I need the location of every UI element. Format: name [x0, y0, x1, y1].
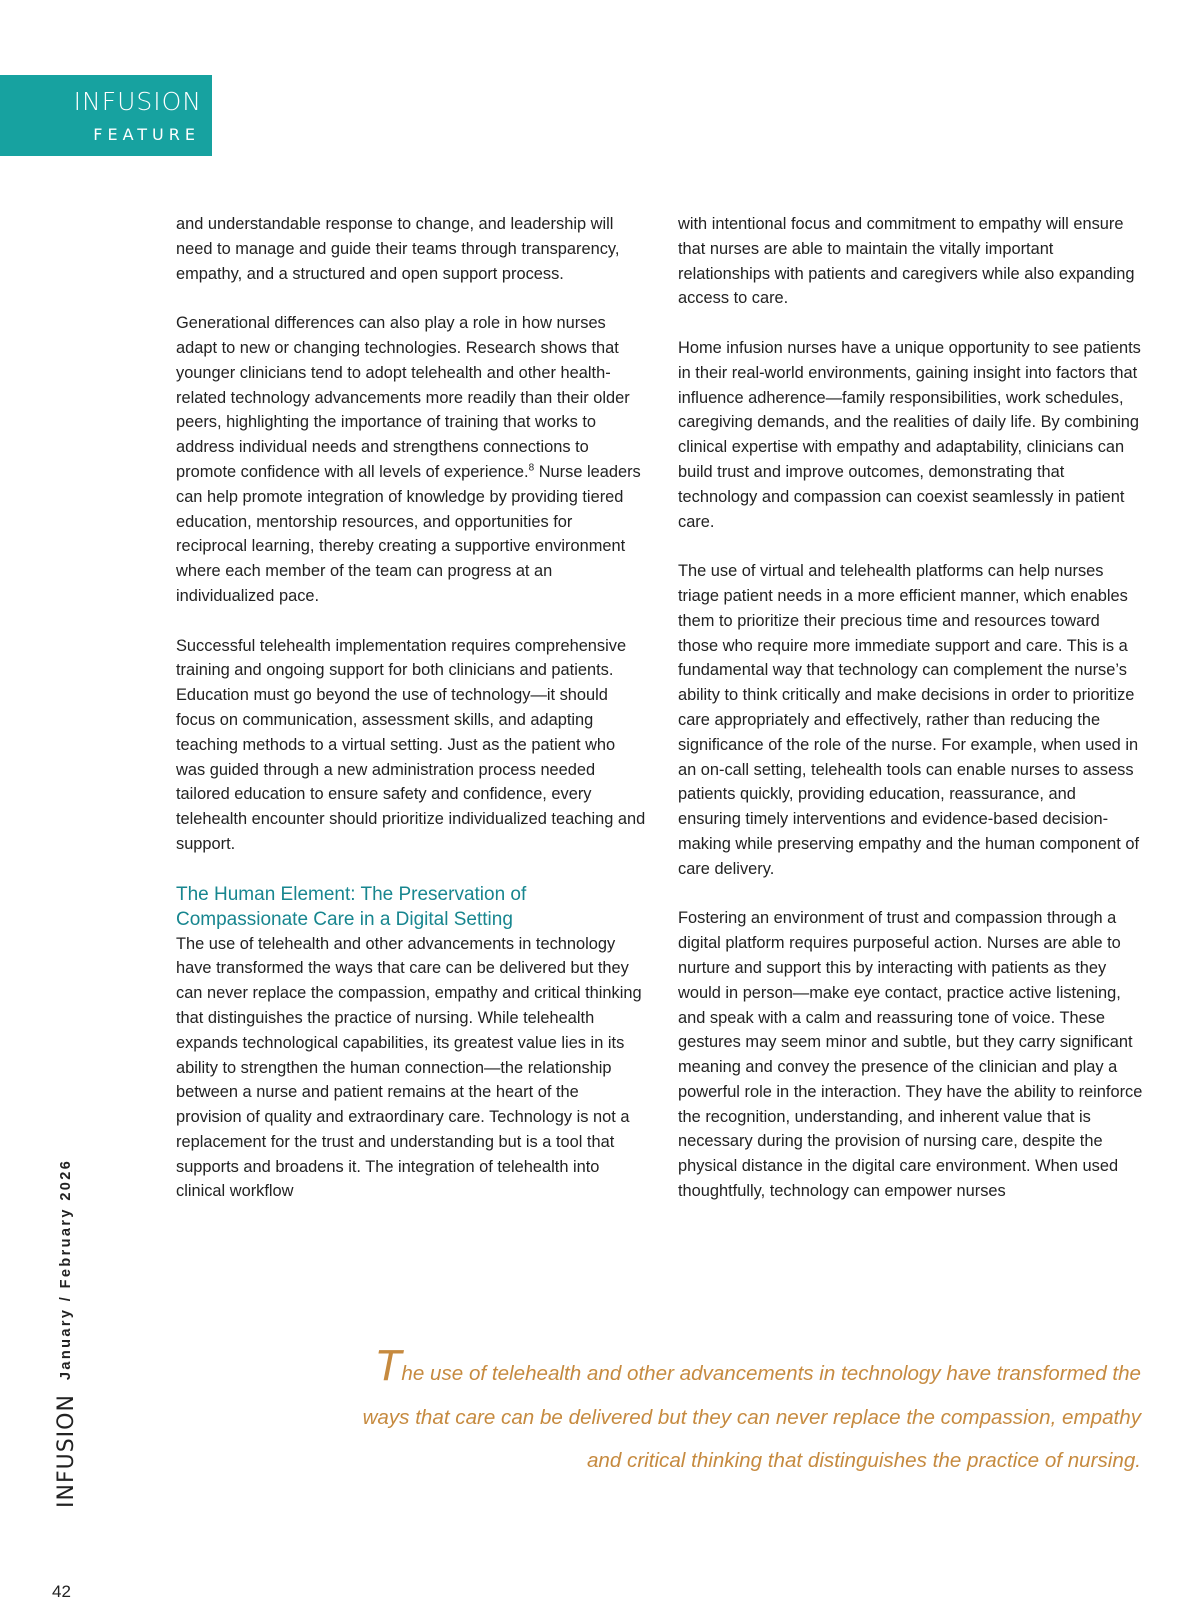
pull-quote-initial: T	[374, 1341, 402, 1390]
side-running-footer	[48, 1108, 84, 1508]
paragraph: Generational differences can also play a role in how nurses adapt to new or changing technologies. Research shows that younger clinicians tend to adopt telehealth and other health-related technology advancements more readily than their older peers, highlighting the importance of training that works to address individual needs and strengthens connections to promote confidence with all levels of experience.$^8$ Nurse leaders can help promote integration of knowledge by providing tiered education, mentorship resources, and opportunities for reciprocal learning, thereby creating a supportive environment where each member of the team can progress at an individualized pace.	[176, 314, 641, 605]
infusion-logo: INFUSION	[73, 87, 202, 116]
paragraph: Fostering an environment of trust and compassion through a digital platform requires purposeful action. Nurses are able to nurture and support this by interacting with patients as they would in person—make eye contact, practice active listening, and speak with a calm and reassuring tone of voice. These gestures may seem minor and subtle, but they carry significant meaning and convey the presence of the clinician and play a powerful role in the interaction. They have the ability to reinforce the recognition, understanding, and inherent value that is necessary during the provision of nursing care, despite the physical distance in the digital care environment. When used thoughtfully, technology can empower nurses	[678, 909, 1143, 1201]
paragraph: Successful telehealth implementation requires comprehensive training and ongoing support for both clinicians and patients. Education must go beyond the use of technology—it should focus on communication, assessment skills, and adapting teaching methods to a virtual setting. Just as the patient who was guided through a new administration process needed tailored education to ensure safety and confidence, every telehealth encounter should prioritize individualized teaching and support.	[176, 636, 646, 853]
pull-quote-line: ways that care can be delivered but they can never replace the compassion, empathy	[362, 1405, 1141, 1429]
paragraph: The use of virtual and telehealth platforms can help nurses triage patient needs in a more efficient manner, which enables them to prioritize their precious time and resources toward those who require more immediate support and care. This is a fundamental way that technology can complement the nurse’s ability to think critically and make decisions in order to prioritize care appropriately and effectively, rather than reducing the significance of the role of the nurse. For example, when used in an on-call setting, telehealth tools can enable nurses to assess patients quickly, providing education, reassurance, and ensuring timely interventions and evidence-based decision-making while preserving empathy and the human component of care delivery.	[678, 562, 1140, 878]
paragraph: The use of telehealth and other advancements in technology have transformed the ways that care can be delivered but they can never replace the compassion, empathy and critical thinking that distinguishes the practice of nursing. While telehealth expands technological capabilities, its greatest value lies in its ability to strengthen the human connection—the relationship between a nurse and patient remains at the heart of the provision of quality and extraordinary care. Technology is not a replacement for the trust and understanding but is a tool that supports and broadens it. The integration of telehealth into clinical workflow	[176, 934, 642, 1201]
page-number: 42	[52, 1582, 71, 1601]
section-heading: The Human Element: The Preservation of Compassionate Care in a Digital Setting	[176, 883, 527, 930]
article-column-right	[678, 212, 1143, 1204]
article-column-left	[176, 212, 646, 1204]
infusion-logo: INFUSION	[53, 1394, 79, 1508]
pull-quote	[292, 1341, 1141, 1483]
issue-date: January / February 2026	[58, 1158, 74, 1381]
pull-quote-line: and critical thinking that distinguishes the practice of nursing.	[586, 1449, 1141, 1473]
paragraph: with intentional focus and commitment to empathy will ensure that nurses are able to maintain the vitally important relationships with patients and caregivers while also expanding access to care.	[678, 215, 1135, 308]
section-label: FEATURE	[93, 125, 200, 144]
reference-marker: 8	[528, 462, 535, 474]
section-banner	[0, 75, 212, 156]
paragraph: and understandable response to change, and leadership will need to manage and guide their teams through transparency, empathy, and a structured and open support process.	[176, 215, 620, 283]
paragraph: Home infusion nurses have a unique opportunity to see patients in their real-world environments, gaining insight into factors that influence adherence—family responsibilities, work schedules, caregiving demands, and the realities of daily life. By combining clinical expertise with empathy and adaptability, clinicians can build trust and improve outcomes, demonstrating that technology and compassion can coexist seamlessly in patient care.	[678, 338, 1141, 531]
pull-quote-line: The use of telehealth and other advancements in technology have transformed the	[374, 1341, 1141, 1390]
